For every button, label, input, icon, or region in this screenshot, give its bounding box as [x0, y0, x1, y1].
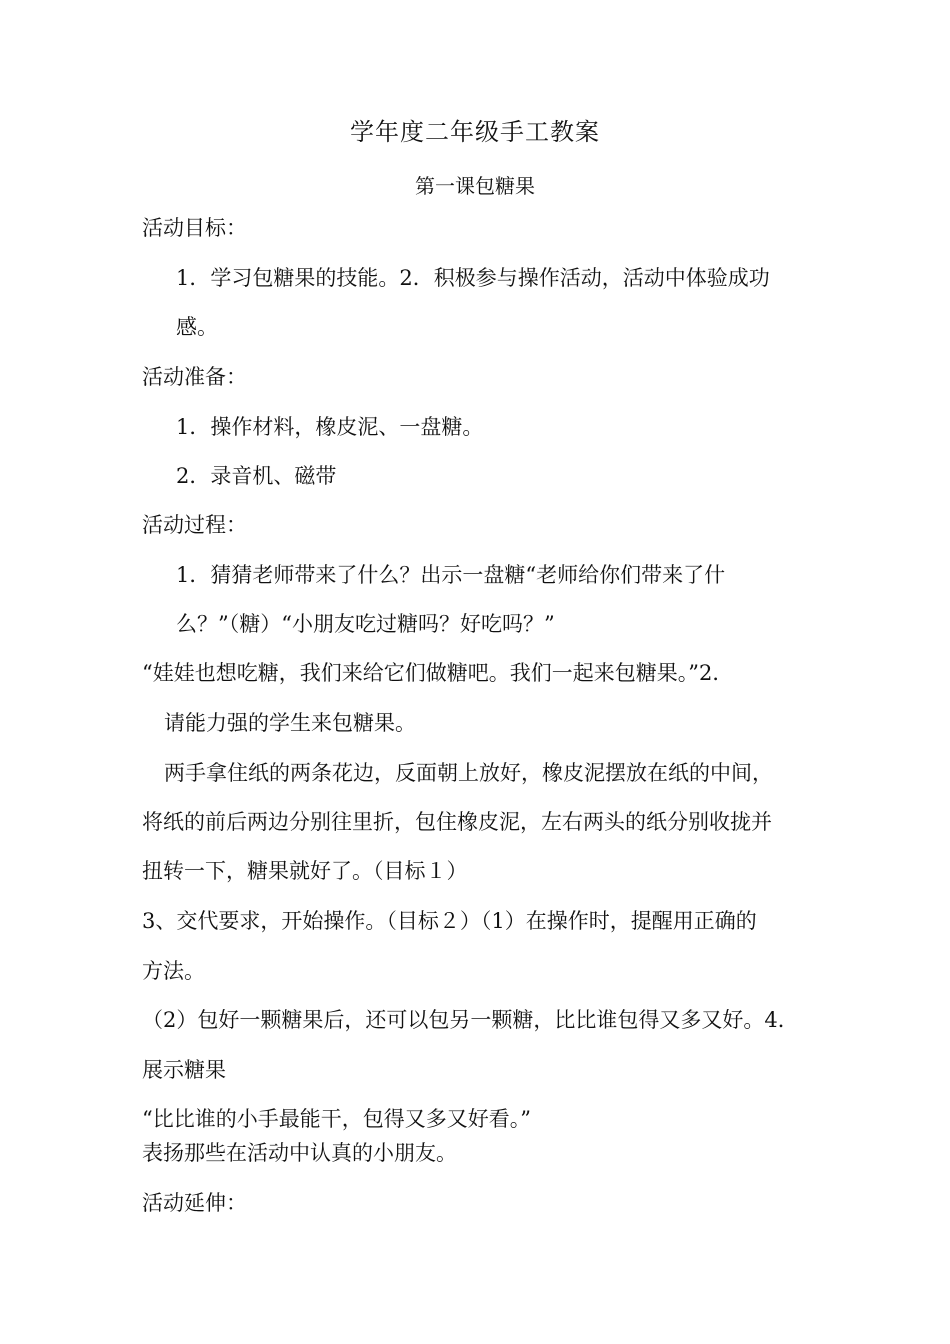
paragraph-line: 3、交代要求，开始操作。（目标２）（1）在操作时，提醒用正确的	[142, 909, 757, 933]
paragraph-line: 两手拿住纸的两条花边，反面朝上放好，橡皮泥摆放在纸的中间，	[164, 761, 773, 785]
paragraph-line: 2．录音机、磁带	[176, 464, 337, 488]
paragraph-line: 请能力强的学生来包糖果。	[164, 711, 416, 735]
section-heading-extension: 活动延伸：	[142, 1191, 247, 1215]
section-heading-goals: 活动目标：	[142, 216, 247, 240]
document-title: 学年度二年级手工教案	[350, 118, 600, 146]
paragraph-line: 1．猜猜老师带来了什么？出示一盘糖“老师给你们带来了什	[176, 563, 726, 587]
paragraph-line: 1．学习包糖果的技能。2．积极参与操作活动，活动中体验成功	[176, 266, 770, 290]
paragraph-line: 将纸的前后两边分别往里折，包住橡皮泥，左右两头的纸分别收拢并	[142, 810, 772, 834]
paragraph-line: 么？”（糖）“小朋友吃过糖吗？好吃吗？”	[176, 612, 555, 636]
section-heading-preparation: 活动准备：	[142, 365, 247, 389]
paragraph-line: “比比谁的小手最能干，包得又多又好看。”	[142, 1107, 531, 1131]
paragraph-line: 展示糖果	[142, 1058, 226, 1082]
paragraph-line: 1．操作材料，橡皮泥、一盘糖。	[176, 415, 484, 439]
paragraph-line: 方法。	[142, 959, 205, 983]
paragraph-line: （2）包好一颗糖果后，还可以包另一颗糖，比比谁包得又多又好。4．	[142, 1008, 799, 1032]
section-heading-process: 活动过程：	[142, 513, 247, 537]
paragraph-line: 扭转一下，糖果就好了。（目标１）	[142, 859, 468, 883]
lesson-title: 第一课包糖果	[415, 174, 535, 198]
paragraph-line: 表扬那些在活动中认真的小朋友。	[142, 1141, 457, 1165]
paragraph-line: 感。	[176, 315, 218, 339]
paragraph-line: “娃娃也想吃糖，我们来给它们做糖吧。我们一起来包糖果。”2．	[142, 661, 734, 685]
